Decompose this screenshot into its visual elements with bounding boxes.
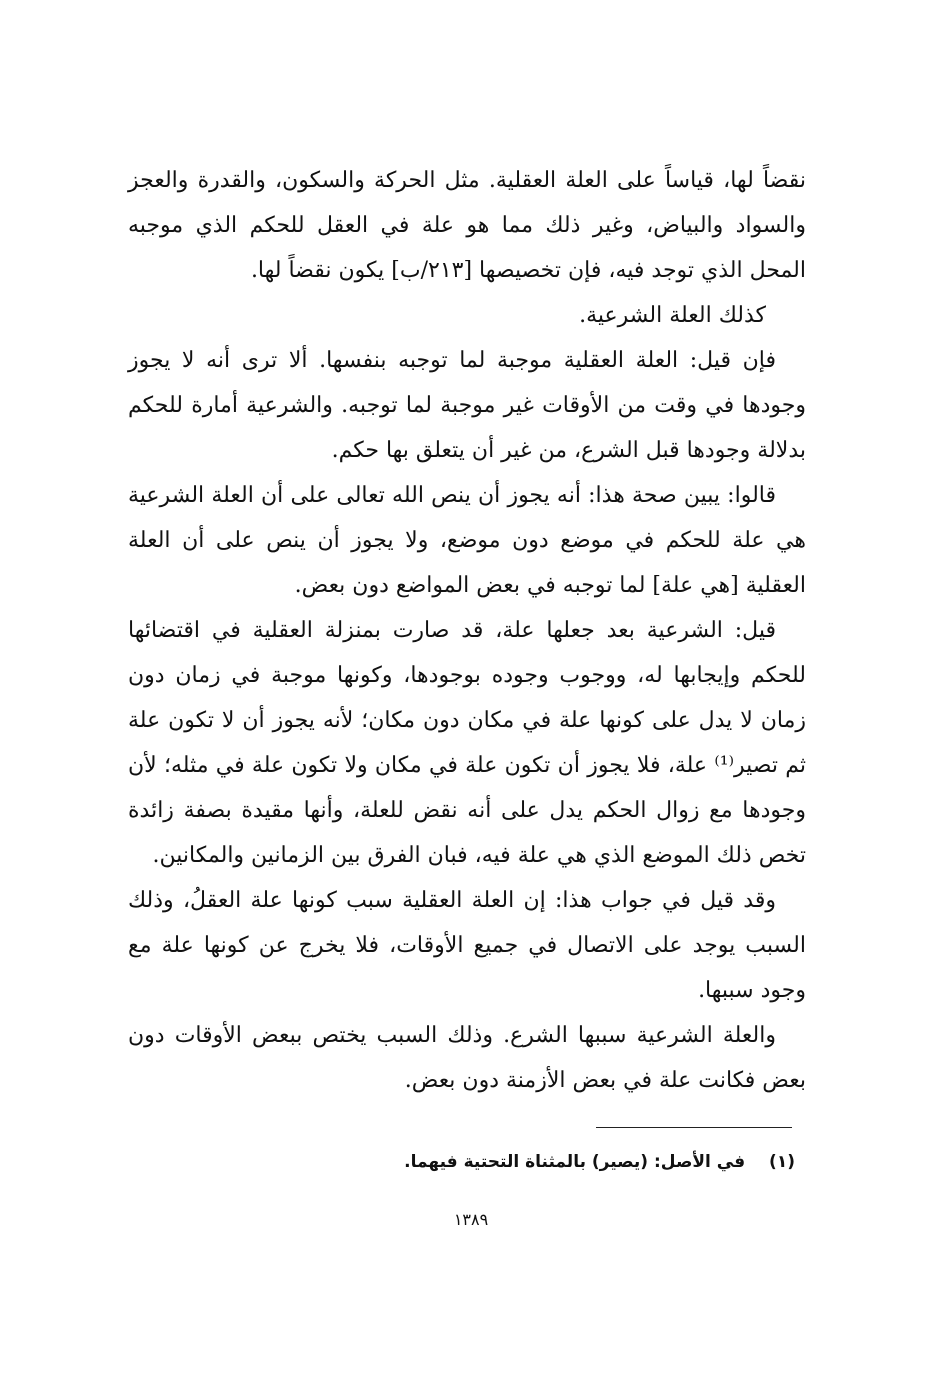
paragraph-5: قيل: الشرعية بعد جعلها علة، قد صارت بمنزلة العقلية في اقتضائها للحكم وإيجابها له، ووجوب وجوده بوجودها، وكونها موجبة في زمان دون زمان لا يدل على كونها علة في مكان دون مكان؛ لأنه يجوز أن لا تكون علة ثم تصير⁽¹⁾ علة، فلا يجوز أن تكون علة في مكان ولا تكون علة في مثله؛ لأن وجودها مع زوال الحكم يدل على أنه نقض للعلة، وأنها مقيدة بصفة زائدة تخص ذلك الموضع الذي هي علة فيه، فبان الفرق بين الزمانين والمكانين. [128, 618, 806, 868]
paragraph-3: فإن قيل: العلة العقلية موجبة لما توجبه بنفسها. ألا ترى أنه لا يجوز وجودها في وقت من الأوقات غير موجبة لما توجبه. والشرعية أمارة للحكم بدلالة وجودها قبل الشرع، من غير أن يتعلق بها حكم. [128, 348, 806, 463]
footnote-text: في الأصل: (يصير) بالمثناة التحتية فيهما. [404, 1152, 746, 1172]
page-number: ١٣٨٩ [453, 1210, 489, 1229]
paragraph-6: وقد قيل في جواب هذا: إن العلة العقلية سبب كونها علة العقلُ، وذلك السبب يوجد على الاتصال في جميع الأوقات، فلا يخرج عن كونها علة مع وجود سببها. [128, 888, 806, 1003]
paragraph-1: نقضاً لها، قياساً على العلة العقلية. مثل الحركة والسكون، والقدرة والعجز والسواد والبياض، وغير ذلك مما هو علة في العقل للحكم الذي موجبه المحل الذي توجد فيه، فإن تخصيصها [٢١٣/ب] يكون نقضاً لها. [128, 168, 806, 283]
paragraph-2: كذلك العلة الشرعية. [579, 303, 766, 328]
paragraph-4: قالوا: يبين صحة هذا: أنه يجوز أن ينص الله تعالى على أن العلة الشرعية هي علة للحكم في موضع دون موضع، ولا يجوز أن ينص على أن العلة العقلية [هي علة] لما توجبه في بعض المواضع دون بعض. [128, 483, 806, 598]
footnote-separator [596, 1127, 792, 1128]
footnote [300, 1145, 795, 1179]
main-text [128, 158, 806, 1103]
footnote-number: (١) [769, 1152, 795, 1172]
paragraph-7: والعلة الشرعية سببها الشرع. وذلك السبب يختص ببعض الأوقات دون بعض فكانت علة في بعض الأزمنة دون بعض. [128, 1023, 806, 1093]
